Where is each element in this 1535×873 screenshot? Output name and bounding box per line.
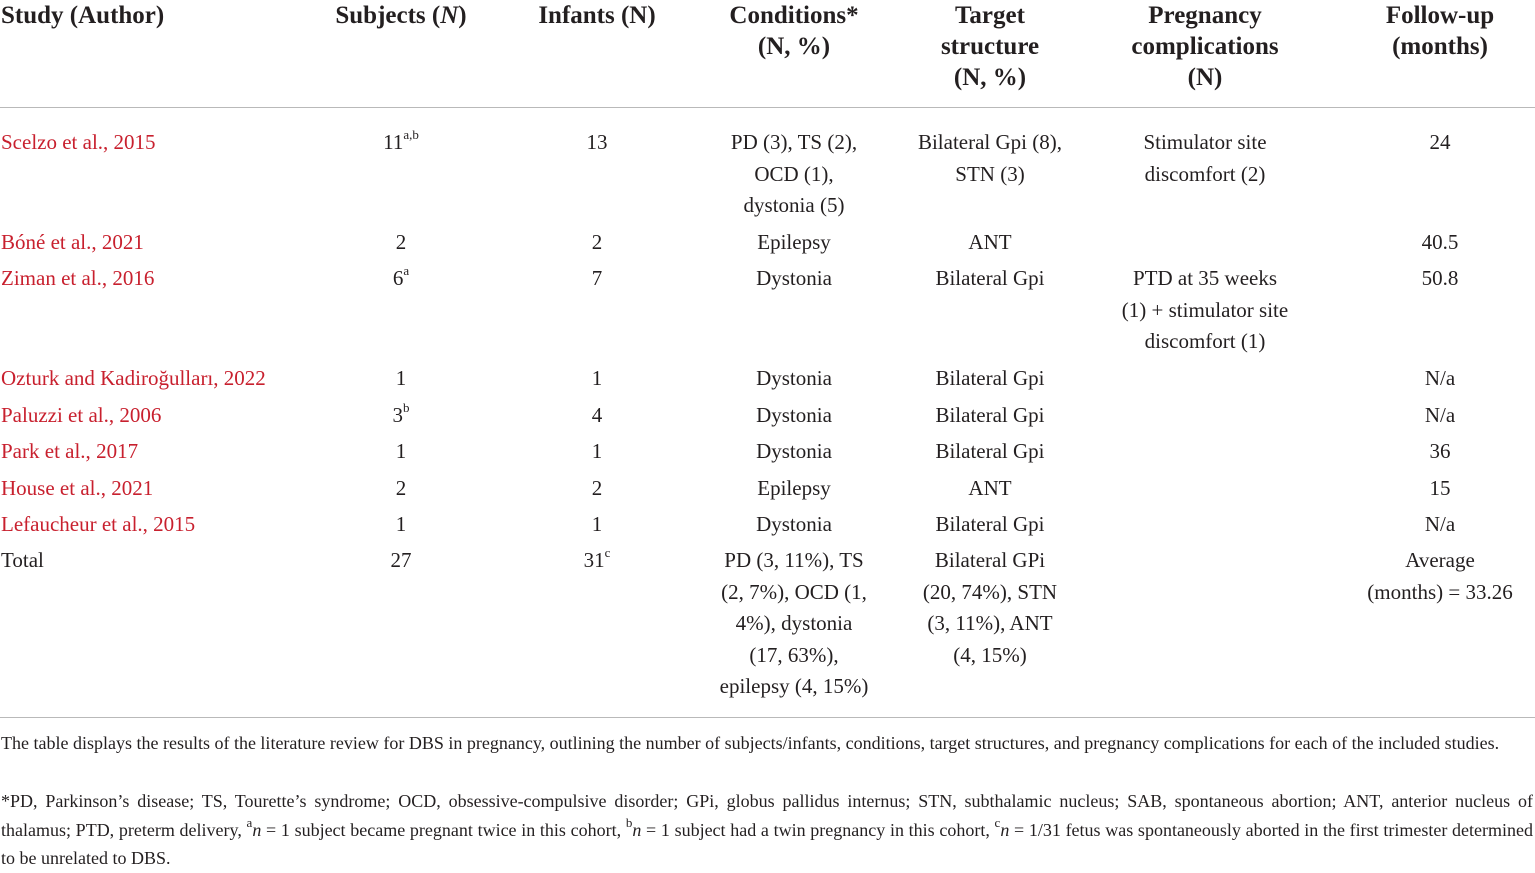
follow-up-line: (months) = 33.26 — [1367, 579, 1513, 604]
target-structure-cell — [903, 263, 1077, 295]
infants-value: 1 — [591, 512, 603, 536]
author-link: Total — [1, 548, 44, 572]
follow-up-cell — [1345, 400, 1535, 432]
pregnancy-complications-cell — [1104, 127, 1306, 190]
author-link[interactable]: Paluzzi et al., — [1, 403, 120, 427]
subjects-cell — [341, 545, 461, 577]
pregnancy-complications-line: discomfort (2) — [1144, 161, 1266, 186]
target-structure-line: ANT — [968, 230, 1012, 254]
follow-up-line: 36 — [1429, 439, 1451, 463]
target-structure-line: Bilateral Gpi — [935, 266, 1045, 290]
header-infants: Infants (N) — [538, 2, 656, 29]
subjects-value: 3 — [392, 403, 403, 427]
subjects-footnote-mark: a — [403, 263, 410, 278]
target-structure-line: Bilateral Gpi — [935, 512, 1045, 536]
subjects-footnote-mark: b — [403, 400, 410, 415]
target-structure-line: Bilateral Gpi (8), — [917, 130, 1063, 154]
follow-up-line: N/a — [1424, 366, 1456, 390]
author-link[interactable]: Park et al., — [1, 439, 97, 463]
header-pregnancy-complications: Pregnancy complications (N) — [1131, 2, 1279, 91]
conditions-cell — [708, 263, 880, 295]
study-author-cell — [1, 227, 144, 259]
study-author-cell — [1, 473, 153, 505]
follow-up-line: 24 — [1429, 130, 1451, 154]
conditions-line: Epilepsy — [757, 476, 831, 500]
subjects-cell — [341, 509, 461, 541]
pregnancy-complications-line: PTD at 35 weeks — [1132, 266, 1278, 290]
author-link[interactable]: Ziman et al., — [1, 266, 113, 290]
conditions-line: Dystonia — [756, 266, 832, 290]
follow-up-cell — [1345, 263, 1535, 295]
conditions-line: PD (3, 11%), TS — [724, 548, 864, 572]
study-author-cell — [1, 363, 266, 395]
header-follow-up: Follow-up (months) — [1385, 2, 1495, 60]
infants-cell — [537, 127, 657, 159]
target-structure-cell — [903, 227, 1077, 259]
infants-value: 7 — [591, 266, 603, 290]
target-structure-line: STN (3) — [955, 161, 1025, 186]
conditions-line: 4%), dystonia — [735, 611, 853, 635]
follow-up-line: Average — [1405, 548, 1475, 572]
year-link[interactable]: 2015 — [153, 512, 196, 536]
pregnancy-complications-cell — [1104, 263, 1306, 358]
subjects-footnote-mark: a,b — [403, 127, 419, 142]
target-structure-line: (3, 11%), ANT — [927, 611, 1053, 635]
infants-cell — [537, 363, 657, 395]
subjects-cell — [341, 363, 461, 395]
target-structure-cell — [903, 545, 1077, 671]
year-link[interactable]: 2017 — [96, 439, 139, 463]
author-link[interactable]: Bóné et al., — [1, 230, 102, 254]
conditions-cell — [708, 363, 880, 395]
year-link[interactable]: 2021 — [111, 476, 154, 500]
conditions-cell — [708, 400, 880, 432]
follow-up-cell — [1345, 509, 1535, 541]
target-structure-line: Bilateral Gpi — [935, 439, 1045, 463]
author-link[interactable]: House et al., — [1, 476, 112, 500]
subjects-cell — [341, 400, 461, 432]
infants-value: 4 — [591, 403, 603, 427]
infants-cell — [537, 400, 657, 432]
study-author-cell — [1, 436, 138, 468]
table-footnote-abbreviations: *PD, Parkinson’s disease; TS, Tourette’s syndrome; OCD, obsessive-compulsive disorder; GPi, globus pallidus internus; STN, subthalamic nucleus; SAB, spontaneous abortion; ANT, anterior nucleus of thalamus; PTD, preterm delivery, $^a$n = 1 subject became pregnant twice in this cohort, $^b$n = 1 subject had a twin pregnancy in this cohort, $^c$n = 1/31 fetus was spontaneously aborted in the first trimester determined to be unrelated to DBS. — [1, 791, 1533, 869]
table-footnote-summary: The table displays the results of the literature review for DBS in pregnancy, outlining the number of subjects/infants, conditions, target structures, and pregnancy complications for each of the included studies. — [1, 733, 1500, 753]
pregnancy-complications-line: Stimulator site — [1143, 130, 1267, 154]
follow-up-cell — [1345, 363, 1535, 395]
conditions-cell — [708, 545, 880, 703]
infants-footnote-mark: c — [604, 545, 611, 560]
study-author-cell — [1, 127, 156, 159]
year-link[interactable]: 2006 — [119, 403, 162, 427]
conditions-line: Dystonia — [756, 512, 832, 536]
year-link[interactable]: 2022 — [223, 366, 266, 390]
follow-up-cell — [1345, 473, 1535, 505]
target-structure-cell — [903, 363, 1077, 395]
target-structure-cell — [903, 127, 1077, 190]
target-structure-cell — [903, 436, 1077, 468]
conditions-line: (2, 7%), OCD (1, — [721, 579, 867, 604]
study-author-cell — [1, 263, 154, 295]
follow-up-cell — [1345, 545, 1535, 608]
conditions-line: epilepsy (4, 15%) — [719, 674, 869, 698]
infants-cell — [537, 436, 657, 468]
conditions-cell — [708, 436, 880, 468]
target-structure-cell — [903, 400, 1077, 432]
target-structure-line: Bilateral GPi — [934, 548, 1046, 572]
infants-value: 1 — [591, 366, 603, 390]
target-structure-line: (4, 15%) — [953, 642, 1027, 667]
follow-up-cell — [1345, 227, 1535, 259]
pregnancy-complications-line: discomfort (1) — [1144, 329, 1266, 353]
header-target-structure: Target structure (N, %) — [940, 2, 1040, 91]
conditions-line: Dystonia — [756, 366, 832, 390]
infants-value: 13 — [586, 130, 608, 154]
subjects-value: 1 — [395, 512, 407, 536]
infants-cell — [537, 509, 657, 541]
author-link[interactable]: Scelzo et al., — [1, 130, 114, 154]
pregnancy-complications-line: (1) + stimulator site — [1121, 297, 1289, 322]
year-link[interactable]: 2016 — [112, 266, 155, 290]
subjects-value: 1 — [395, 439, 407, 463]
subjects-value: 27 — [390, 548, 412, 572]
bottom-rule — [0, 717, 1535, 718]
conditions-cell — [708, 509, 880, 541]
header-rule — [0, 107, 1535, 108]
target-structure-cell — [903, 473, 1077, 505]
year-link[interactable]: 2021 — [101, 230, 144, 254]
infants-cell — [537, 263, 657, 295]
conditions-line: Epilepsy — [757, 230, 831, 254]
author-link[interactable]: Lefaucheur et al., — [1, 512, 154, 536]
study-author-cell — [1, 545, 44, 577]
subjects-value: 2 — [395, 230, 407, 254]
study-author-cell — [1, 509, 195, 541]
header-conditions: Conditions* (N, %) — [729, 2, 859, 60]
conditions-line: OCD (1), — [754, 161, 834, 186]
subjects-value: 1 — [395, 366, 407, 390]
target-structure-cell — [903, 509, 1077, 541]
subjects-value: 2 — [395, 476, 407, 500]
infants-cell — [537, 545, 657, 577]
follow-up-cell — [1345, 436, 1535, 468]
follow-up-line: 40.5 — [1421, 230, 1459, 254]
subjects-cell — [341, 127, 461, 159]
subjects-value: 6 — [392, 266, 404, 290]
header-subjects: Subjects (N) — [335, 2, 467, 29]
target-structure-line: ANT — [968, 476, 1012, 500]
follow-up-line: 50.8 — [1421, 266, 1459, 290]
target-structure-line: (20, 74%), STN — [922, 579, 1058, 604]
subjects-cell — [341, 473, 461, 505]
follow-up-cell — [1345, 127, 1535, 159]
infants-cell — [537, 473, 657, 505]
subjects-cell — [341, 227, 461, 259]
conditions-cell — [708, 473, 880, 505]
conditions-line: PD (3), TS (2), — [730, 130, 858, 154]
infants-cell — [537, 227, 657, 259]
year-link[interactable]: 2015 — [113, 130, 156, 154]
follow-up-line: 15 — [1429, 476, 1451, 500]
header-study: Study (Author) — [1, 2, 165, 29]
infants-value: 1 — [591, 439, 603, 463]
subjects-cell — [341, 436, 461, 468]
infants-value: 31 — [583, 548, 605, 572]
follow-up-line: N/a — [1424, 403, 1456, 427]
author-link[interactable]: Ozturk and Kadiroğulları, — [1, 366, 224, 390]
subjects-value: 11 — [383, 130, 404, 154]
conditions-cell — [708, 127, 880, 222]
study-author-cell — [1, 400, 161, 432]
conditions-line: (17, 63%), — [749, 642, 839, 667]
infants-value: 2 — [591, 476, 603, 500]
conditions-line: Dystonia — [756, 439, 832, 463]
conditions-cell — [708, 227, 880, 259]
target-structure-line: Bilateral Gpi — [935, 366, 1045, 390]
infants-value: 2 — [591, 230, 603, 254]
conditions-line: Dystonia — [756, 403, 832, 427]
follow-up-line: N/a — [1424, 512, 1456, 536]
target-structure-line: Bilateral Gpi — [935, 403, 1045, 427]
subjects-cell — [341, 263, 461, 295]
conditions-line: dystonia (5) — [743, 193, 845, 217]
